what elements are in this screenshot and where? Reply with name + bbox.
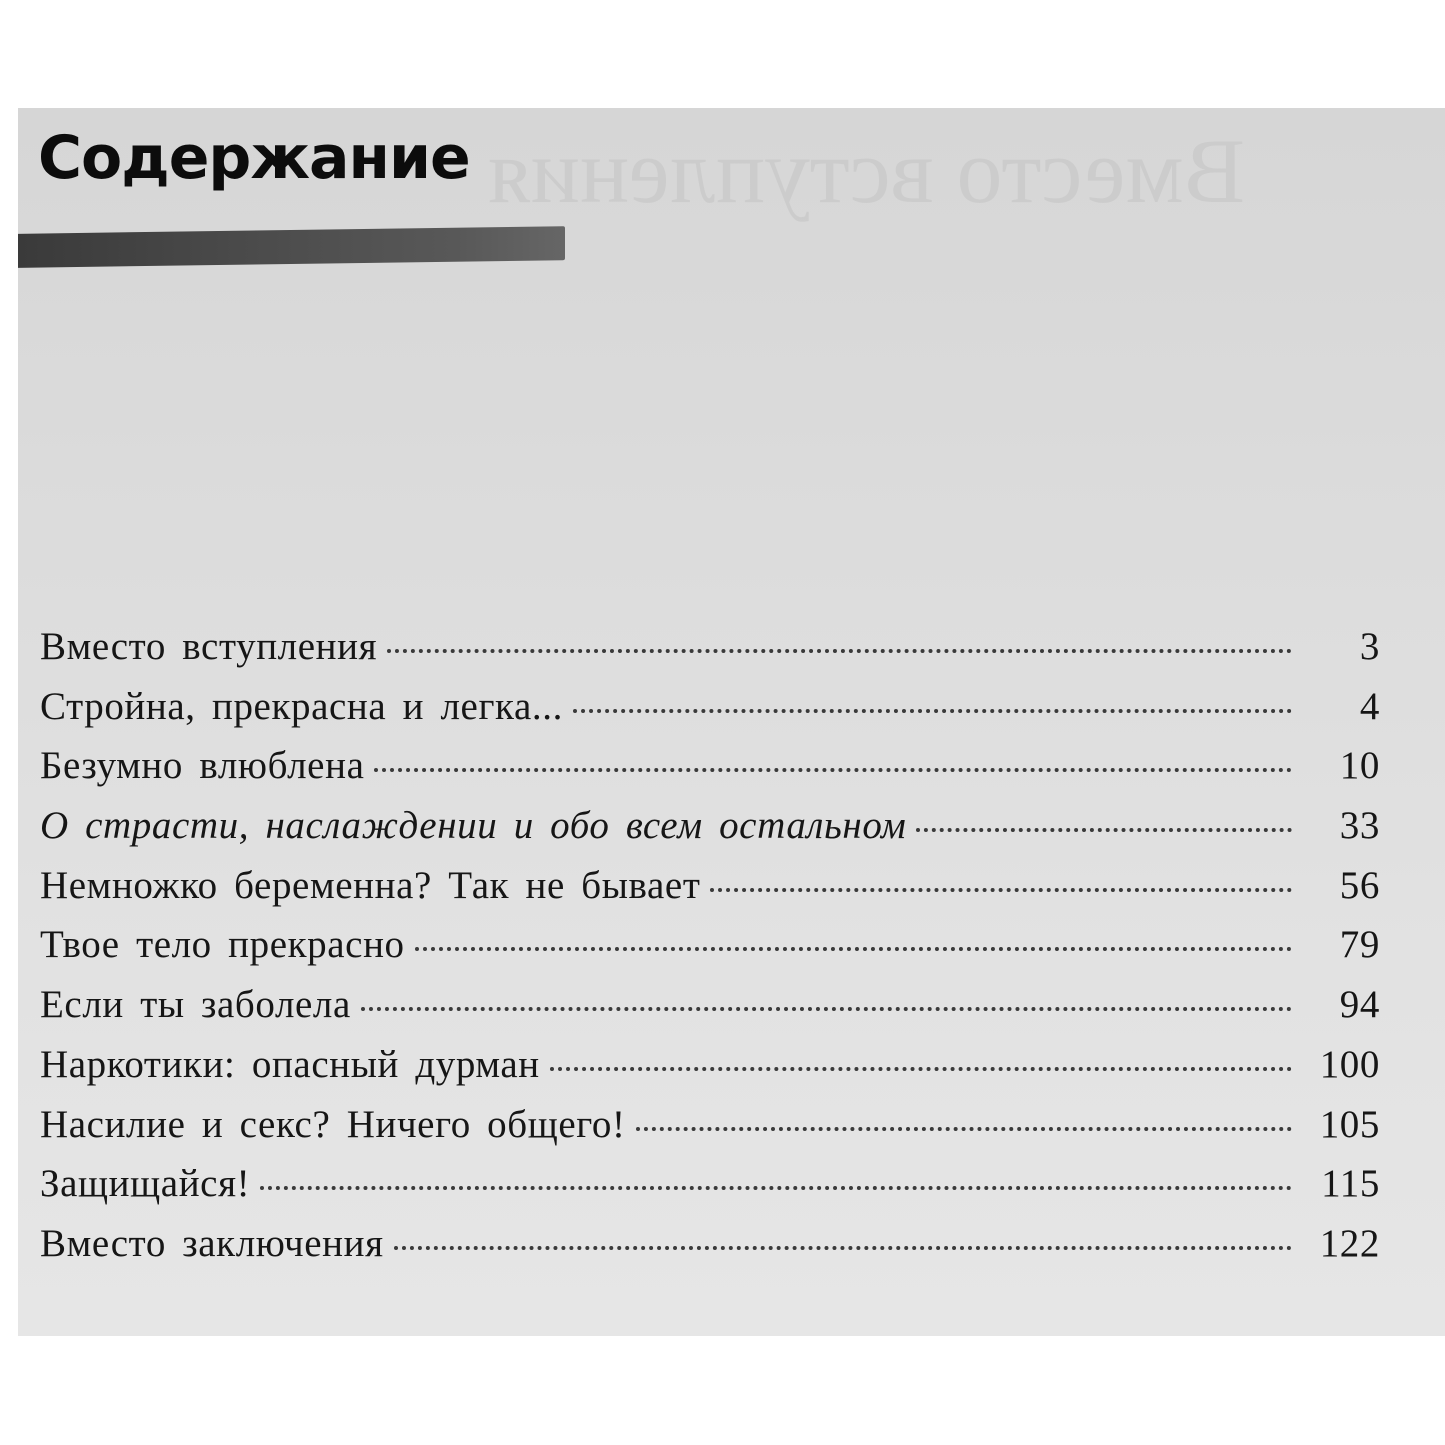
- page-title: Содержание: [38, 123, 470, 193]
- toc-entry: [40, 863, 1380, 923]
- title-underline-bar: [18, 226, 565, 268]
- toc-entry-page: 122: [1319, 1221, 1380, 1265]
- dot-leader: [415, 946, 1292, 951]
- toc-entry-page: 56: [1339, 863, 1380, 907]
- bleed-through-text: [488, 118, 1245, 224]
- toc-entry-title: Вместо заключения: [40, 1221, 384, 1265]
- toc-entry-title: Безумно влюблена: [40, 744, 365, 788]
- toc-entry-page: 3: [1359, 625, 1380, 668]
- toc-entry: [40, 982, 1380, 1042]
- dot-leader: [394, 1245, 1292, 1250]
- toc-entry-title: Твое тело прекрасно: [40, 923, 405, 967]
- toc-entry-title: Насилие и секс? Ничего общего!: [40, 1102, 626, 1146]
- dot-leader: [916, 827, 1292, 832]
- toc-entry-page: 105: [1319, 1102, 1380, 1146]
- toc-entry-page: 115: [1321, 1162, 1380, 1206]
- dot-leader: [710, 887, 1292, 892]
- toc-entry: [40, 803, 1380, 863]
- toc-entry-title: Если ты заболела: [40, 983, 351, 1027]
- dot-leader: [636, 1126, 1292, 1131]
- toc-entry: [40, 1042, 1380, 1102]
- toc-entry-page: 4: [1359, 684, 1380, 728]
- toc-entry-page: 100: [1319, 1042, 1380, 1086]
- toc-entry-title: Наркотики: опасный дурман: [40, 1042, 540, 1086]
- dot-leader: [573, 708, 1292, 713]
- dot-leader: [374, 767, 1292, 772]
- dot-leader: [387, 648, 1292, 653]
- table-of-contents: [40, 624, 1380, 1281]
- toc-entry: [40, 743, 1380, 803]
- toc-entry: [40, 684, 1380, 744]
- toc-entry-title: Немножко беременна? Так не бывает: [40, 863, 701, 907]
- toc-entry: [40, 1161, 1380, 1221]
- toc-entry-title: О страсти, наслаждении и обо всем остальном: [40, 804, 907, 848]
- toc-entry-title: Стройна, прекрасна и легка...: [40, 684, 563, 728]
- dot-leader: [361, 1006, 1292, 1011]
- toc-entry-page: 94: [1339, 983, 1380, 1027]
- toc-entry-page: 79: [1339, 923, 1380, 967]
- dot-leader: [260, 1185, 1292, 1190]
- toc-entry: [40, 1221, 1380, 1281]
- toc-entry-title: Вместо вступления: [40, 625, 378, 668]
- toc-entry-title: Защищайся!: [40, 1162, 251, 1206]
- toc-entry: [40, 922, 1380, 982]
- toc-entry: [40, 624, 1380, 684]
- book-page: [18, 108, 1445, 1336]
- toc-entry-page: 33: [1339, 804, 1380, 848]
- dot-leader: [550, 1066, 1292, 1071]
- toc-entry-page: 10: [1339, 744, 1380, 788]
- toc-entry: [40, 1102, 1380, 1162]
